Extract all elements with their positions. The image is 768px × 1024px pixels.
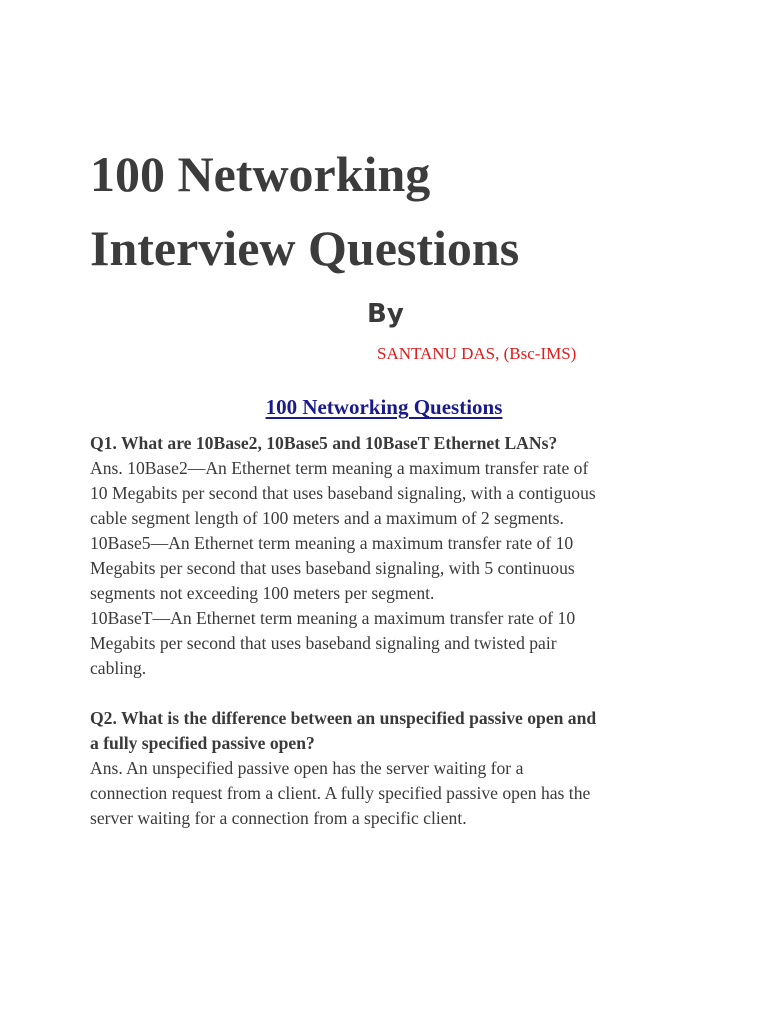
answer-2-line: server waiting for a connection from a specific client. xyxy=(90,808,467,828)
answer-1-line: Ans. 10Base2—An Ethernet term meaning a maximum transfer rate of xyxy=(90,458,589,478)
author-name: SANTANU DAS, (Bsc-IMS) xyxy=(377,344,577,363)
question-1 xyxy=(90,431,690,456)
answer-1-line: segments not exceeding 100 meters per segment. xyxy=(90,583,435,603)
section-heading: 100 Networking Questions xyxy=(265,395,503,419)
byline: By xyxy=(367,299,404,329)
answer-2-line: Ans. An unspecified passive open has the server waiting for a xyxy=(90,758,524,778)
document-title-line-2: Interview Questions xyxy=(90,220,520,276)
question-block-1 xyxy=(90,431,690,681)
document-title-line-1: 100 Networking xyxy=(90,146,431,202)
answer-2 xyxy=(90,756,690,831)
question-block-2 xyxy=(90,706,690,831)
answer-1-line: 10Base5—An Ethernet term meaning a maximum transfer rate of 10 xyxy=(90,533,574,553)
answer-1 xyxy=(90,456,690,681)
answer-1-line: 10BaseT—An Ethernet term meaning a maximum transfer rate of 10 xyxy=(90,608,576,628)
question-2-line: Q2. What is the difference between an unspecified passive open and xyxy=(90,708,597,728)
answer-1-line: Megabits per second that uses baseband signaling and twisted pair xyxy=(90,633,557,653)
question-2-line: a fully specified passive open? xyxy=(90,733,315,753)
answer-1-line: cable segment length of 100 meters and a maximum of 2 segments. xyxy=(90,508,564,528)
answer-1-line: cabling. xyxy=(90,658,147,678)
question-1-line: Q1. What are 10Base2, 10Base5 and 10BaseT Ethernet LANs? xyxy=(90,433,558,453)
answer-1-line: 10 Megabits per second that uses baseband signaling, with a contiguous xyxy=(90,483,596,503)
answer-2-line: connection request from a client. A fully specified passive open has the xyxy=(90,783,591,803)
answer-1-line: Megabits per second that uses baseband signaling, with 5 continuous xyxy=(90,558,575,578)
question-2 xyxy=(90,706,690,756)
